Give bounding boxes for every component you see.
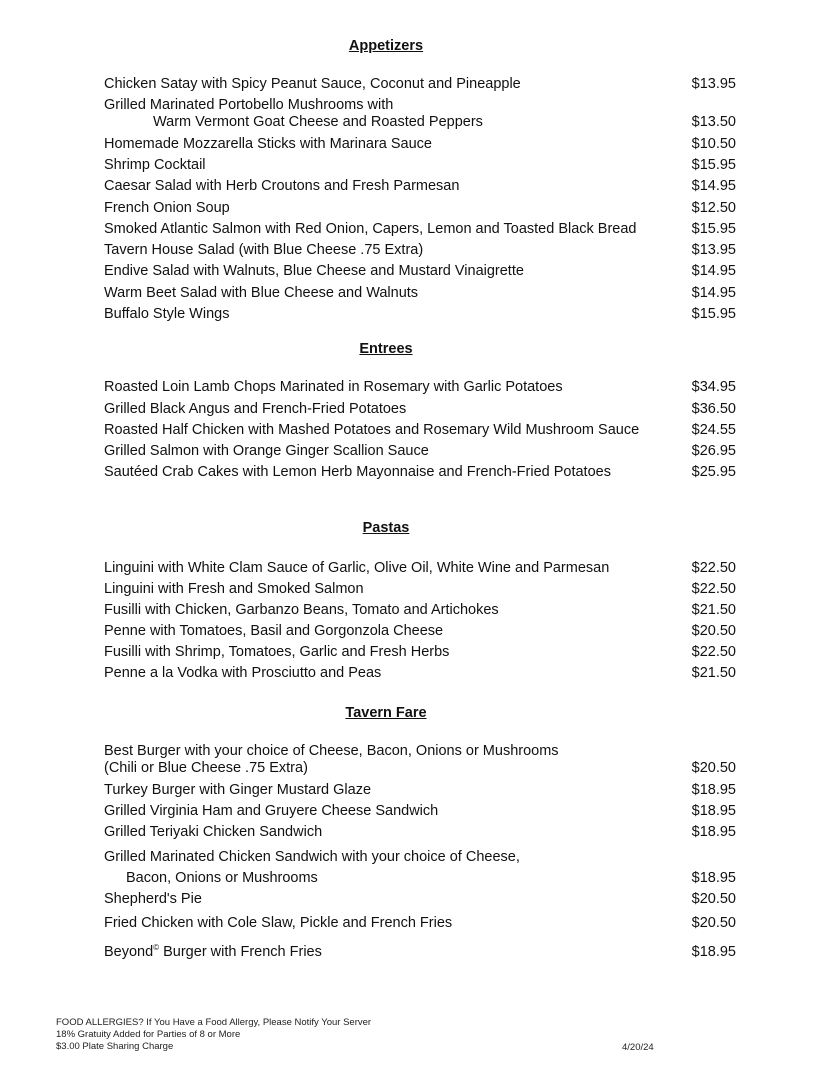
tavern-fare-heading: Tavern Fare [345, 705, 427, 721]
item-name-continued: Bacon, Onions or Mushrooms [126, 870, 318, 886]
sharing-charge-notice: $3.00 Plate Sharing Charge [56, 1041, 174, 1052]
item-price: $20.50 [691, 623, 736, 639]
item-price: $18.95 [691, 824, 736, 840]
item-price: $18.95 [691, 944, 736, 960]
footer-notes [56, 1017, 371, 1053]
menu-item [104, 263, 736, 280]
gratuity-notice: 18% Gratuity Added for Parties of 8 or More [56, 1029, 241, 1040]
menu-item [104, 560, 736, 577]
item-name: French Onion Soup [104, 200, 230, 216]
menu-item [104, 464, 736, 481]
item-name: Sautéed Crab Cakes with Lemon Herb Mayonnaise and French-Fried Potatoes [104, 464, 611, 480]
menu-item [104, 891, 736, 908]
item-price: $15.95 [691, 306, 736, 322]
menu-item [104, 97, 736, 131]
item-price: $14.95 [691, 285, 736, 301]
menu-item [104, 939, 736, 961]
item-price: $20.50 [691, 891, 736, 907]
menu-item [104, 581, 736, 598]
appetizers-heading: Appetizers [348, 38, 424, 54]
item-name-continued: (Chili or Blue Cheese .75 Extra) [104, 760, 308, 776]
menu-item [104, 285, 736, 302]
item-price: $18.95 [691, 782, 736, 798]
item-name-start: Beyond [104, 944, 154, 960]
allergy-notice: FOOD ALLERGIES? If You Have a Food Allergy, Please Notify Your Server [56, 1017, 372, 1028]
item-name: Penne a la Vodka with Prosciutto and Peas [104, 665, 382, 681]
item-price: $18.95 [691, 870, 736, 886]
item-price: $22.50 [691, 644, 736, 660]
item-price: $10.50 [691, 136, 736, 152]
menu-item [104, 136, 736, 153]
menu-item [104, 242, 736, 259]
item-price: $34.95 [691, 379, 736, 395]
menu-item [104, 157, 736, 174]
menu-item [104, 782, 736, 799]
item-price: $22.50 [691, 581, 736, 597]
item-name: Grilled Marinated Chicken Sandwich with your choice of Cheese, [104, 849, 520, 865]
item-name: Chicken Satay with Spicy Peanut Sauce, Coconut and Pineapple [104, 76, 521, 92]
item-name: Grilled Virginia Ham and Gruyere Cheese Sandwich [104, 803, 439, 819]
item-name: Linguini with White Clam Sauce of Garlic, Olive Oil, White Wine and Parmesan [104, 560, 610, 576]
item-price: $14.95 [691, 178, 736, 194]
item-name: Fried Chicken with Cole Slaw, Pickle and French Fries [104, 915, 453, 931]
item-name: Penne with Tomatoes, Basil and Gorgonzola Cheese [104, 623, 444, 639]
item-name: Shepherd's Pie [104, 891, 202, 907]
item-name: Buffalo Style Wings [104, 306, 230, 322]
menu-item [104, 200, 736, 217]
item-price: $21.50 [691, 602, 736, 618]
item-name: Grilled Salmon with Orange Ginger Scallion Sauce [104, 443, 429, 459]
item-price: $15.95 [691, 157, 736, 173]
menu-item [104, 824, 736, 841]
item-name: Grilled Black Angus and French-Fried Potatoes [104, 401, 407, 417]
item-name: Fusilli with Chicken, Garbanzo Beans, Tomato and Artichokes [104, 602, 499, 618]
item-name: Smoked Atlantic Salmon with Red Onion, Capers, Lemon and Toasted Black Bread [104, 221, 637, 237]
item-price: $22.50 [691, 560, 736, 576]
menu-item [104, 178, 736, 195]
item-name: Caesar Salad with Herb Croutons and Fresh Parmesan [104, 178, 460, 194]
item-price: $20.50 [691, 760, 736, 776]
item-price: $14.95 [691, 263, 736, 279]
item-price: $21.50 [691, 665, 736, 681]
menu-item [104, 849, 736, 887]
item-name: Roasted Half Chicken with Mashed Potatoes and Rosemary Wild Mushroom Sauce [104, 422, 640, 438]
item-price: $25.95 [691, 464, 736, 480]
item-name [104, 939, 674, 961]
menu-item [104, 665, 736, 682]
menu-item [104, 221, 736, 238]
menu-date: 4/20/24 [622, 1042, 654, 1053]
menu-item [104, 379, 736, 396]
copyright-mark: © [153, 943, 160, 952]
item-name: Linguini with Fresh and Smoked Salmon [104, 581, 364, 597]
item-name: Fusilli with Shrimp, Tomatoes, Garlic and Fresh Herbs [104, 644, 450, 660]
item-name: Grilled Teriyaki Chicken Sandwich [104, 824, 323, 840]
item-name: Turkey Burger with Ginger Mustard Glaze [104, 782, 372, 798]
item-price: $15.95 [691, 221, 736, 237]
menu-item [104, 443, 736, 460]
item-price: $36.50 [691, 401, 736, 417]
menu-item [104, 76, 736, 93]
item-name: Roasted Loin Lamb Chops Marinated in Rosemary with Garlic Potatoes [104, 379, 563, 395]
item-price: $18.95 [691, 803, 736, 819]
item-name: Best Burger with your choice of Cheese, Bacon, Onions or Mushrooms [104, 743, 559, 759]
menu-item [104, 623, 736, 640]
item-price: $13.95 [691, 242, 736, 258]
menu-item [104, 422, 736, 439]
entrees-heading: Entrees [359, 341, 413, 357]
menu-item [104, 915, 736, 932]
item-name: Grilled Marinated Portobello Mushrooms with [104, 97, 394, 113]
menu-item [104, 743, 736, 777]
item-name: Homemade Mozzarella Sticks with Marinara Sauce [104, 136, 432, 152]
item-name: Shrimp Cocktail [104, 157, 206, 173]
item-name: Endive Salad with Walnuts, Blue Cheese and Mustard Vinaigrette [104, 263, 524, 279]
menu-item [104, 803, 736, 820]
item-price: $12.50 [691, 200, 736, 216]
item-name-continued: Warm Vermont Goat Cheese and Roasted Peppers [153, 114, 483, 130]
item-price: $13.50 [691, 114, 736, 130]
item-price: $24.55 [691, 422, 736, 438]
item-name-end: Burger with French Fries [159, 944, 322, 960]
item-name: Tavern House Salad (with Blue Cheese .75 Extra) [104, 242, 424, 258]
item-price: $13.95 [691, 76, 736, 92]
menu-item [104, 644, 736, 661]
item-price: $20.50 [691, 915, 736, 931]
menu-item [104, 401, 736, 418]
menu-item [104, 602, 736, 619]
menu-item [104, 306, 736, 323]
item-name: Warm Beet Salad with Blue Cheese and Walnuts [104, 285, 419, 301]
item-price: $26.95 [691, 443, 736, 459]
pastas-heading: Pastas [362, 520, 410, 536]
